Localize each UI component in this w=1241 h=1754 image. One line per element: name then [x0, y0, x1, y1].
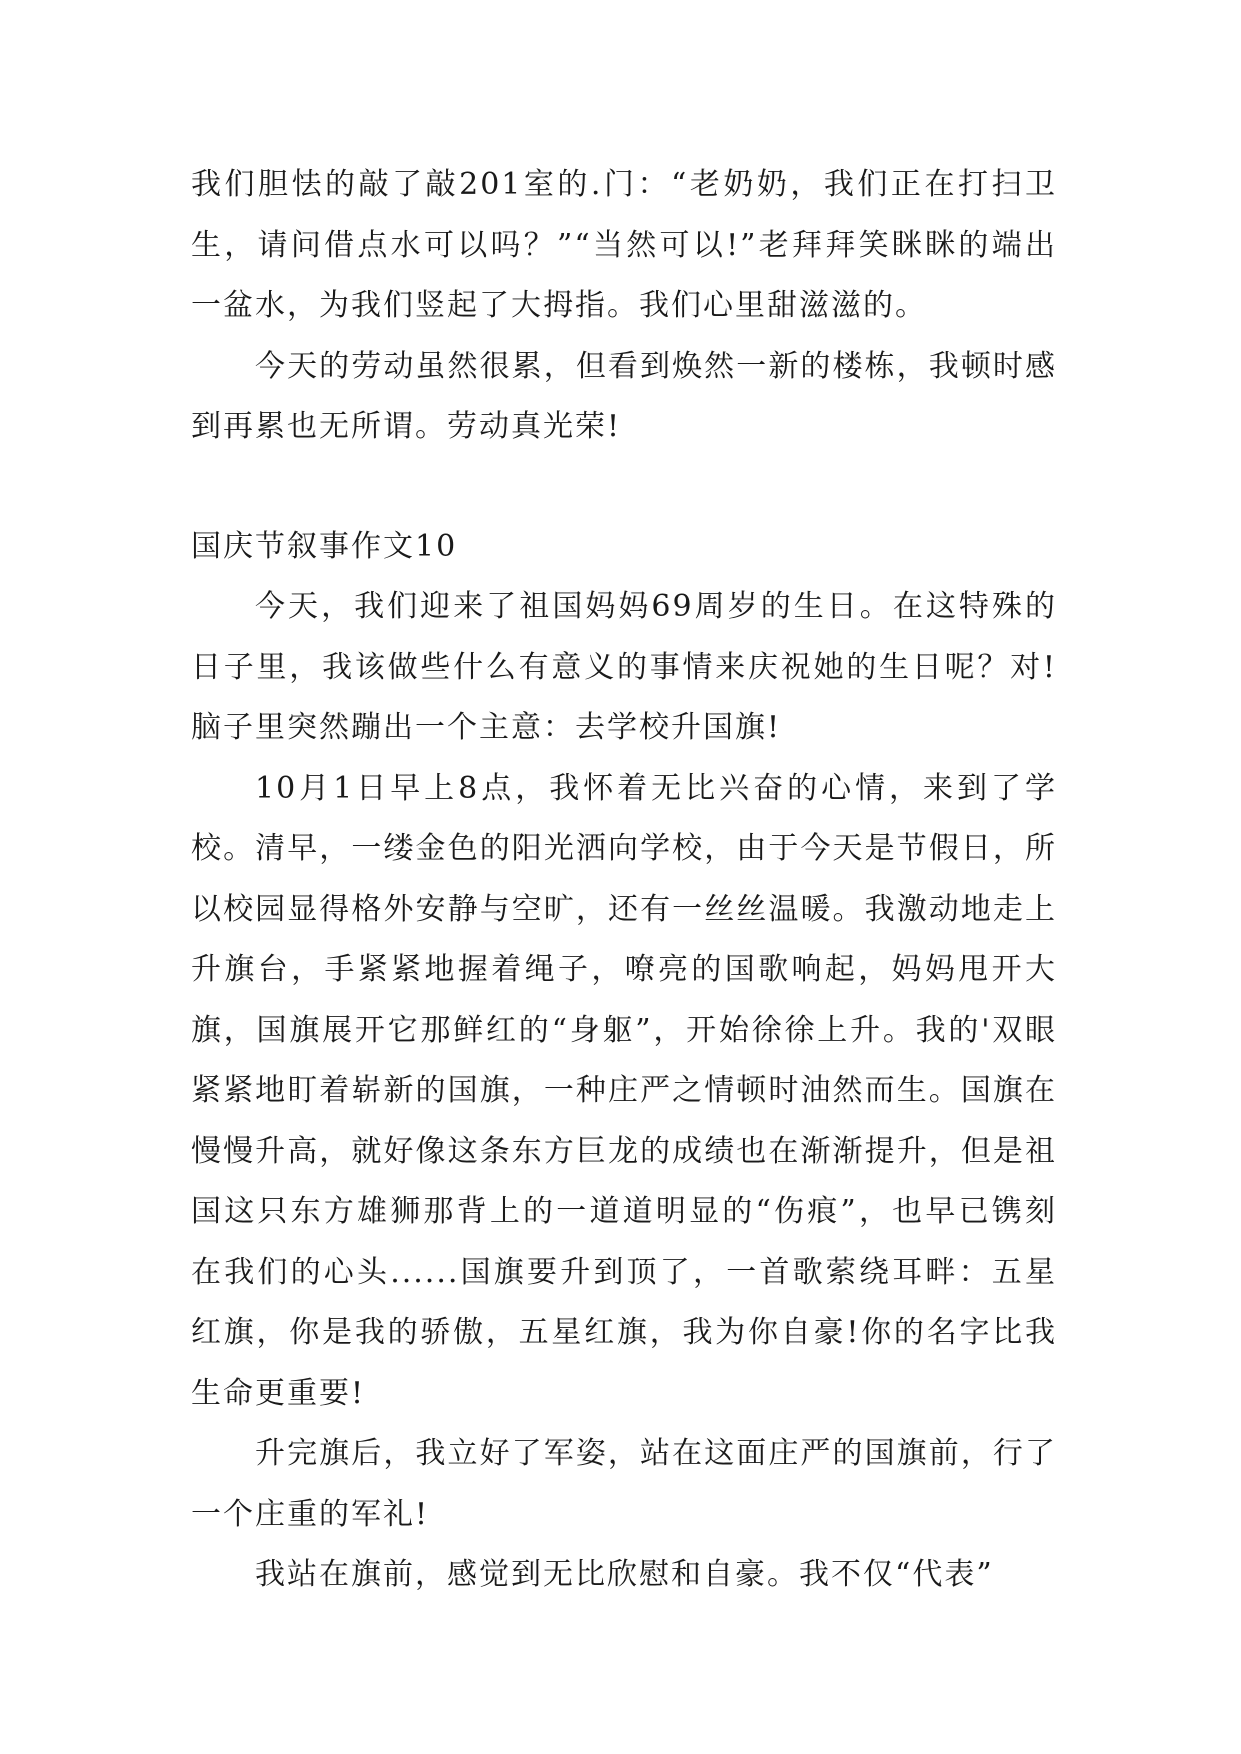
paragraph-salute: 升完旗后，我立好了军姿，站在这面庄严的国旗前，行了一个庄重的军礼!	[191, 1436, 1057, 1532]
paragraph-borrow-water: 我们胆怯的敲了敲201室的.门：“老奶奶，我们正在打扫卫生，请问借点水可以吗？”“当然可以!”老拜拜笑眯眯的端出一盆水，为我们竖起了大拇指。我们心里甜滋滋的。	[191, 167, 1057, 323]
paragraph-labor-glory: 今天的劳动虽然很累，但看到焕然一新的楼栋，我顿时感到再累也无所谓。劳动真光荣!	[191, 348, 1057, 444]
section-title: 国庆节叙事作文10	[191, 528, 458, 564]
paragraph-pride: 我站在旗前，感觉到无比欣慰和自豪。我不仅“代表”	[255, 1557, 994, 1592]
paragraph-birthday: 今天，我们迎来了祖国妈妈69周岁的生日。在这特殊的日子里，我该做些什么有意义的事情来庆祝她的生日呢？对!脑子里突然蹦出一个主意：去学校升国旗!	[191, 589, 1057, 745]
document-body	[191, 155, 1057, 1606]
paragraph-flag-raising: 10月1日早上8点，我怀着无比兴奋的心情，来到了学校。清早，一缕金色的阳光洒向学校，由于今天是节假日，所以校园显得格外安静与空旷，还有一丝丝温暖。我激动地走上升旗台，手紧紧地握着绳子，嘹亮的国歌响起，妈妈甩开大旗，国旗展开它那鲜红的“身躯”，开始徐徐上升。我的'双眼紧紧地盯着崭新的国旗，一种庄严之情顿时油然而生。国旗在慢慢升高，就好像这条东方巨龙的成绩也在渐渐提升，但是祖国这只东方雄狮那背上的一道道明显的“伤痕”，也早已镌刻在我们的心头......国旗要升到顶了，一首歌萦绕耳畔：五星红旗，你是我的骄傲，五星红旗，我为你自豪!你的名字比我生命更重要!	[191, 770, 1057, 1411]
